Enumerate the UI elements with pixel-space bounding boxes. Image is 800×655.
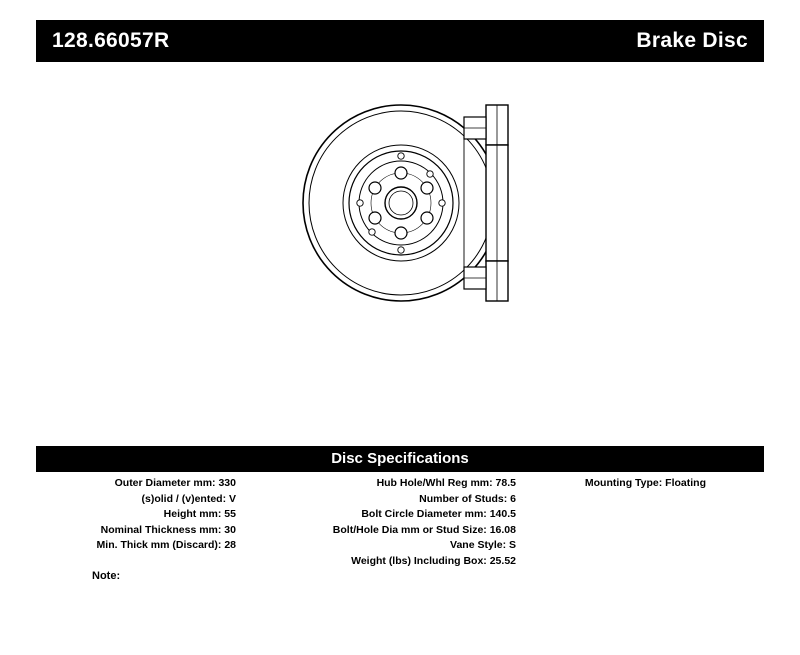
spec-item: Weight (lbs) Including Box: 25.52: [351, 554, 516, 567]
spec-column-right: [516, 476, 764, 569]
spec-item: Vane Style: S: [450, 539, 516, 551]
spec-column-middle: [236, 476, 516, 569]
header-bar: [36, 20, 764, 62]
spec-item: Outer Diameter mm: 330: [114, 477, 236, 489]
spec-section-title: Disc Specifications: [36, 446, 764, 472]
part-number: 128.66057R: [52, 29, 170, 52]
rotor-edge-view: [456, 103, 576, 303]
note-label: Note:: [92, 570, 121, 582]
note-row: [36, 570, 764, 582]
technical-drawing: [36, 70, 764, 420]
spec-item: Number of Studs: 6: [419, 492, 516, 505]
spec-item: (s)olid / (v)ented: V: [141, 492, 236, 505]
spec-item: Mounting Type: Floating: [584, 477, 706, 489]
spec-item: Hub Hole/Whl Reg mm: 78.5: [376, 477, 516, 489]
spec-item: Min. Thick mm (Discard): 28: [96, 539, 236, 551]
spec-column-left: [36, 476, 236, 569]
spec-item: Height mm: 55: [163, 508, 236, 520]
spec-item: Bolt/Hole Dia mm or Stud Size: 16.08: [332, 523, 516, 536]
spec-item: Bolt Circle Diameter mm: 140.5: [361, 508, 516, 520]
spec-item: Nominal Thickness mm: 30: [100, 523, 236, 536]
spec-body: [36, 476, 764, 569]
page-title: Brake Disc: [636, 29, 748, 52]
